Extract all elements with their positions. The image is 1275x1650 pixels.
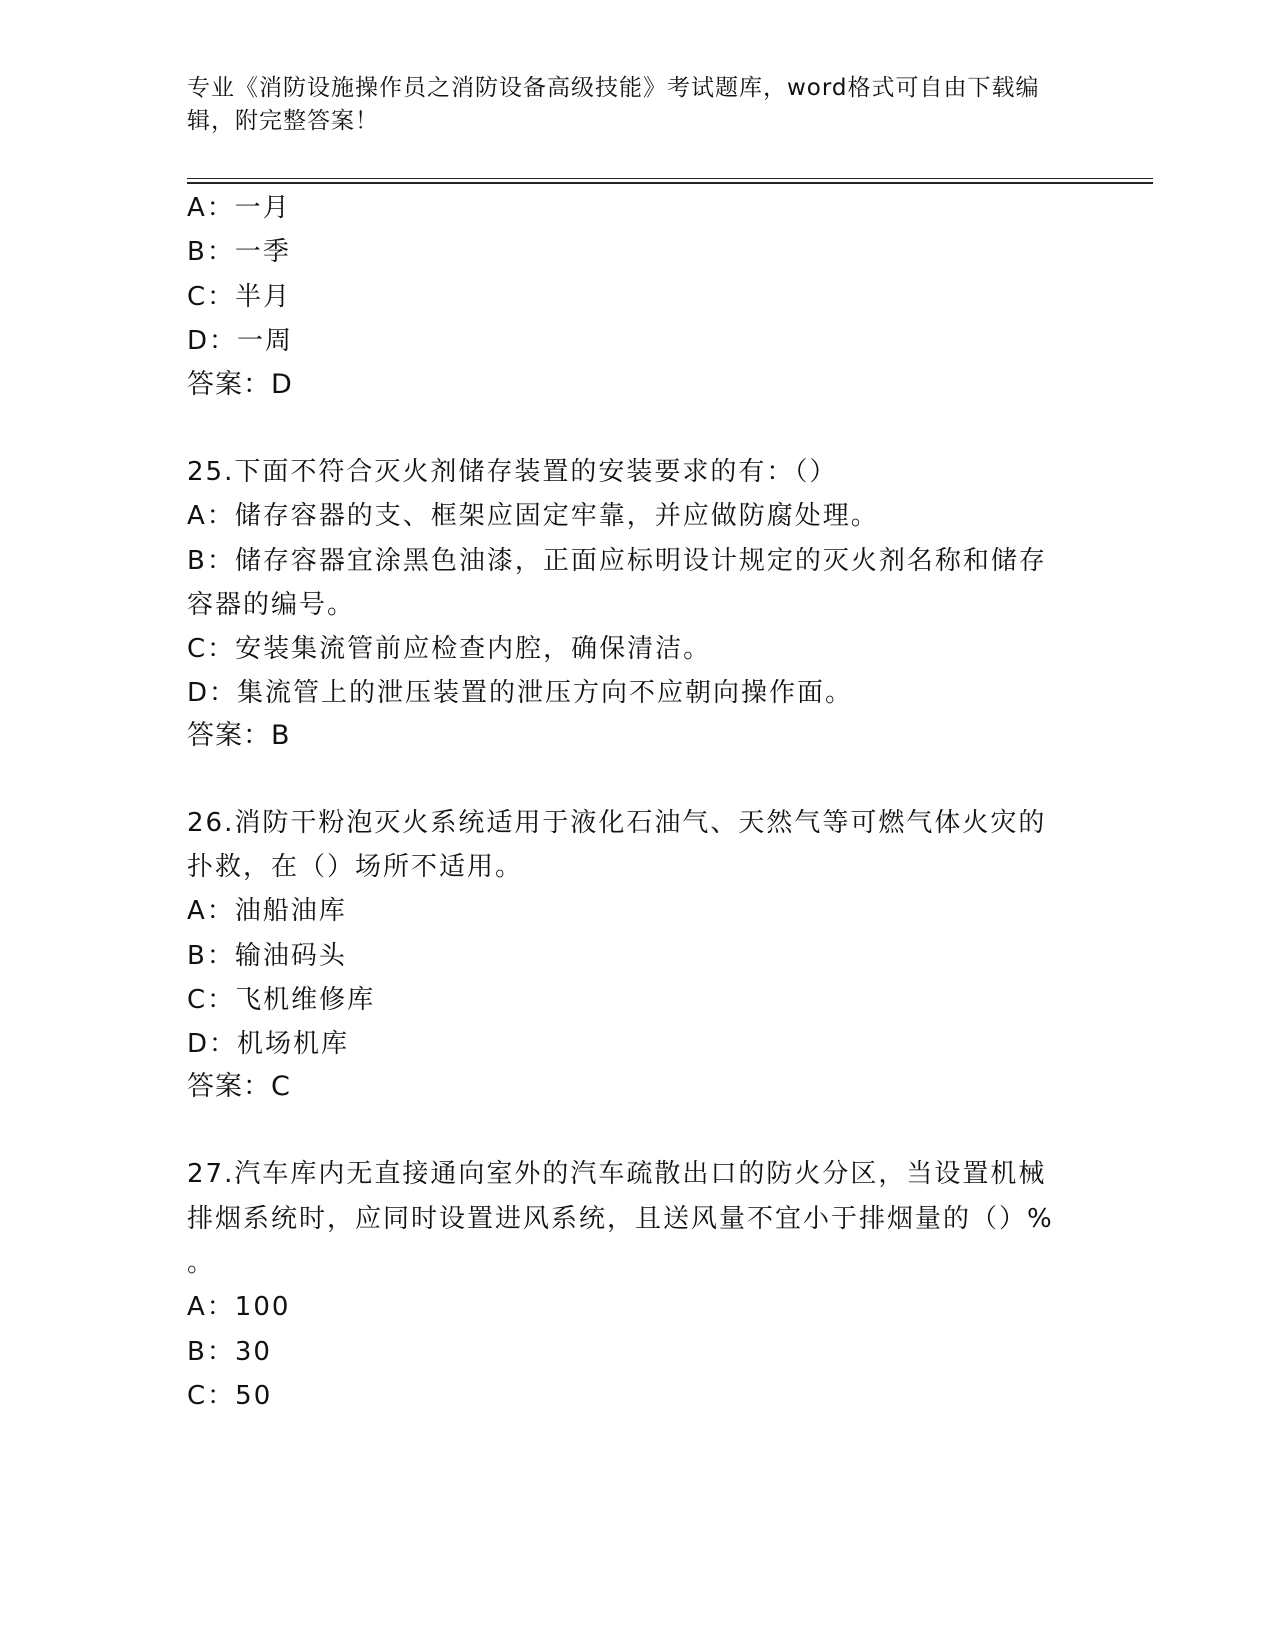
q25-answer: 答案：B <box>187 720 291 751</box>
q27-option-c: C：50 <box>187 1381 273 1411</box>
q27-option-a: A：100 <box>187 1292 291 1322</box>
q25-option-c: C：安装集流管前应检查内腔，确保清洁。 <box>187 634 712 664</box>
header-divider-thin <box>187 178 1153 179</box>
q26-option-d: D：机场机库 <box>187 1029 350 1059</box>
header-divider-thick <box>187 182 1153 184</box>
document-header <box>187 72 1067 138</box>
q27-option-b: B：30 <box>187 1337 272 1367</box>
q26-stem-line-1: 26.消防干粉泡灭火系统适用于液化石油气、天然气等可燃气体火灾的 <box>187 808 1047 838</box>
q26-stem-line-2: 扑救，在（）场所不适用。 <box>187 852 524 882</box>
q24-option-b: B：一季 <box>187 237 291 267</box>
q24-option-a: A：一月 <box>187 193 291 223</box>
q24-option-c: C：半月 <box>187 282 292 312</box>
q26-option-a: A：油船油库 <box>187 896 347 926</box>
q26-option-b: B：输油码头 <box>187 941 347 971</box>
q27-stem-line-3: 。 <box>187 1248 216 1278</box>
q25-option-b-continued: 容器的编号。 <box>187 590 356 620</box>
header-line-1: 专业《消防设施操作员之消防设备高级技能》考试题库，word格式可自由下载编 <box>187 75 1040 101</box>
q25-option-d: D：集流管上的泄压装置的泄压方向不应朝向操作面。 <box>187 678 854 708</box>
q24-option-d: D：一周 <box>187 326 294 356</box>
q24-answer: 答案：D <box>187 369 293 400</box>
q27-stem-line-1: 27.汽车库内无直接通向室外的汽车疏散出口的防火分区，当设置机械 <box>187 1159 1047 1189</box>
q26-option-c: C：飞机维修库 <box>187 985 376 1015</box>
header-line-2: 辑，附完整答案！ <box>187 108 379 134</box>
q27-stem-line-2: 排烟系统时，应同时设置进风系统，且送风量不宜小于排烟量的（）% <box>187 1204 1054 1234</box>
q25-option-b: B：储存容器宜涂黑色油漆，正面应标明设计规定的灭火剂名称和储存 <box>187 546 1047 576</box>
q25-option-a: A：储存容器的支、框架应固定牢靠，并应做防腐处理。 <box>187 501 879 531</box>
q25-stem: 25.下面不符合灭火剂储存装置的安装要求的有：（） <box>187 457 838 487</box>
q26-answer: 答案：C <box>187 1071 291 1102</box>
